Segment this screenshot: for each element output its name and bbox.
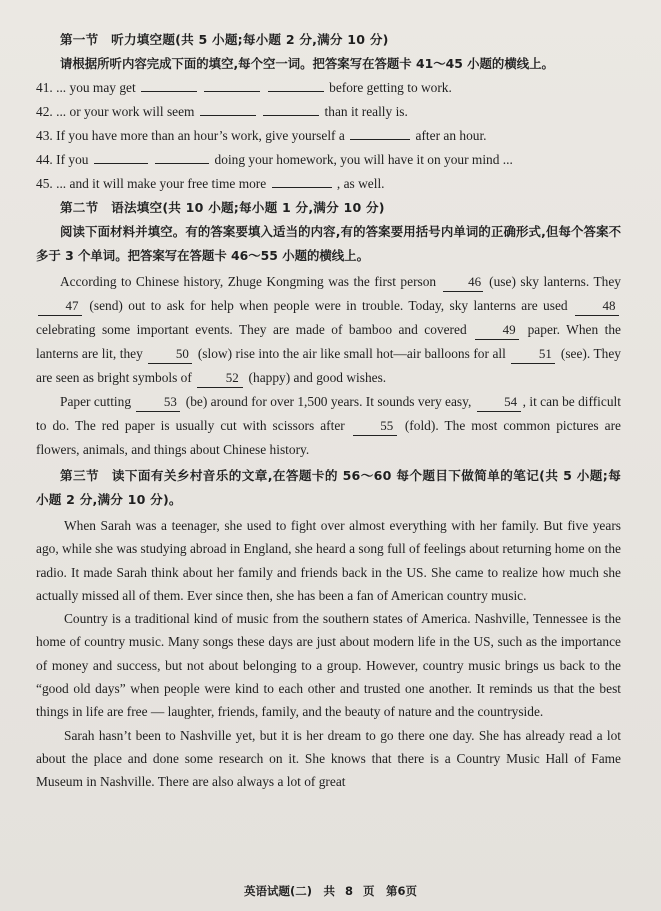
- question-text: , as well.: [336, 176, 385, 191]
- passage-text: (slow) rise into the air like small hot—air balloons for all: [197, 346, 506, 361]
- listening-items: [36, 76, 621, 196]
- blank-49[interactable]: 49: [475, 321, 519, 340]
- passage-text: , it can be difficult to do. The red paper is usually cut with scissors after: [36, 394, 621, 433]
- passage-text: paper. When the lanterns are lit, they: [36, 322, 621, 361]
- question-text: ... you may get: [56, 80, 136, 95]
- section2-heading: 第二节 语法填空(共 10 小题;每小题 1 分,满分 10 分): [60, 200, 385, 215]
- blank-52[interactable]: 52: [197, 369, 243, 388]
- page-footer: 英语试题(二) 共 8 页 第6页: [243, 884, 418, 898]
- question-text: before getting to work.: [329, 80, 452, 95]
- question-text: doing your homework, you will have it on your mind ...: [214, 152, 513, 167]
- question-number: 45.: [36, 176, 53, 191]
- question-44: [36, 148, 621, 172]
- grammar-paragraph-1: [36, 270, 621, 390]
- blank-55[interactable]: 55: [353, 417, 397, 436]
- reading-paragraph: Country is a traditional kind of music from the southern states of America. Nashville, Tennessee is the home of country music. Many songs these days are just about modern life in the US, such as the importance of money and success, but not about belonging to a group. However, country music brings us back to the “good old days” when people were kind to each other and trusted one another. It reminds us that the best things in life are free — laughter, friends, family, and the beauty of nature and the countryside.: [36, 611, 621, 720]
- answer-blank[interactable]: [200, 101, 256, 116]
- question-text: If you have more than an hour’s work, give yourself a: [56, 128, 345, 143]
- passage-text: According to Chinese history, Zhuge Kongming was the first person: [60, 274, 437, 289]
- question-number: 42.: [36, 104, 53, 119]
- passage-text: (send) out to ask for help when people were in trouble. Today, sky lanterns are used: [89, 298, 568, 313]
- passage-text: (see). They are seen as bright symbols of: [36, 346, 621, 385]
- question-text: than it really is.: [324, 104, 408, 119]
- answer-blank[interactable]: [204, 77, 260, 92]
- blank-53[interactable]: 53: [136, 393, 180, 412]
- blank-50[interactable]: 50: [148, 345, 192, 364]
- blank-47[interactable]: 47: [38, 297, 82, 316]
- answer-blank[interactable]: [141, 77, 197, 92]
- passage-text: (happy) and good wishes.: [248, 370, 387, 385]
- question-45: [36, 172, 621, 196]
- answer-blank[interactable]: [94, 149, 148, 164]
- answer-blank[interactable]: [155, 149, 209, 164]
- passage-text: (be) around for over 1,500 years. It sounds very easy,: [185, 394, 472, 409]
- answer-blank[interactable]: [268, 77, 324, 92]
- grammar-passage: [36, 270, 621, 462]
- reading-paragraph: When Sarah was a teenager, she used to fight over almost everything with her family. But five years ago, while she was studying abroad in England, she heard a song full of feelings about returning home on the radio. It made Sarah think about her family and friends back in the US. She came to realize how much she actually missed all of them. Ever since then, she has been a fan of American country music.: [36, 518, 621, 603]
- question-text: ... or your work will seem: [56, 104, 195, 119]
- section3-heading: 第三节 读下面有关乡村音乐的文章,在答题卡的 56～60 每个题目下做简单的笔记(共 5 小题;每小题 2 分,满分 10 分)。: [36, 468, 621, 507]
- question-42: [36, 100, 621, 124]
- blank-54[interactable]: 54: [477, 393, 521, 412]
- section1-instruction: 请根据所听内容完成下面的填空,每个空一词。把答案写在答题卡 41～45 小题的横线上。: [60, 56, 554, 71]
- reading-passage: [36, 514, 621, 794]
- answer-blank[interactable]: [350, 125, 410, 140]
- question-text: If you: [56, 152, 89, 167]
- passage-text: Paper cutting: [60, 394, 132, 409]
- blank-51[interactable]: 51: [511, 345, 555, 364]
- question-number: 43.: [36, 128, 53, 143]
- reading-paragraph: Sarah hasn’t been to Nashville yet, but it is her dream to go there one day. She has already read a lot about the place and done some research on it. She knows that there is a Country Music Hall of Fame Museum in Nashville. There are also always a lot of great: [36, 727, 621, 790]
- question-number: 44.: [36, 152, 53, 167]
- blank-46[interactable]: 46: [443, 273, 483, 292]
- question-number: 41.: [36, 80, 53, 95]
- question-text: ... and it will make your free time more: [56, 176, 267, 191]
- question-43: [36, 124, 621, 148]
- blank-48[interactable]: 48: [575, 297, 619, 316]
- answer-blank[interactable]: [272, 173, 332, 188]
- grammar-paragraph-2: [36, 390, 621, 462]
- passage-text: celebrating some important events. They are made of bamboo and covered: [36, 322, 467, 337]
- answer-blank[interactable]: [263, 101, 319, 116]
- question-text: after an hour.: [415, 128, 487, 143]
- question-41: [36, 76, 621, 100]
- section1-heading: 第一节 听力填空题(共 5 小题;每小题 2 分,满分 10 分): [60, 32, 389, 47]
- section2-instruction: 阅读下面材料并填空。有的答案要填入适当的内容,有的答案要用括号内单词的正确形式,但每个答案不多于 3 个单词。把答案写在答题卡 46～55 小题的横线上。: [36, 224, 621, 263]
- passage-text: (use) sky lanterns. They: [489, 274, 621, 289]
- passage-text: (fold). The most common pictures are flowers, animals, and things about Chinese history.: [36, 418, 621, 457]
